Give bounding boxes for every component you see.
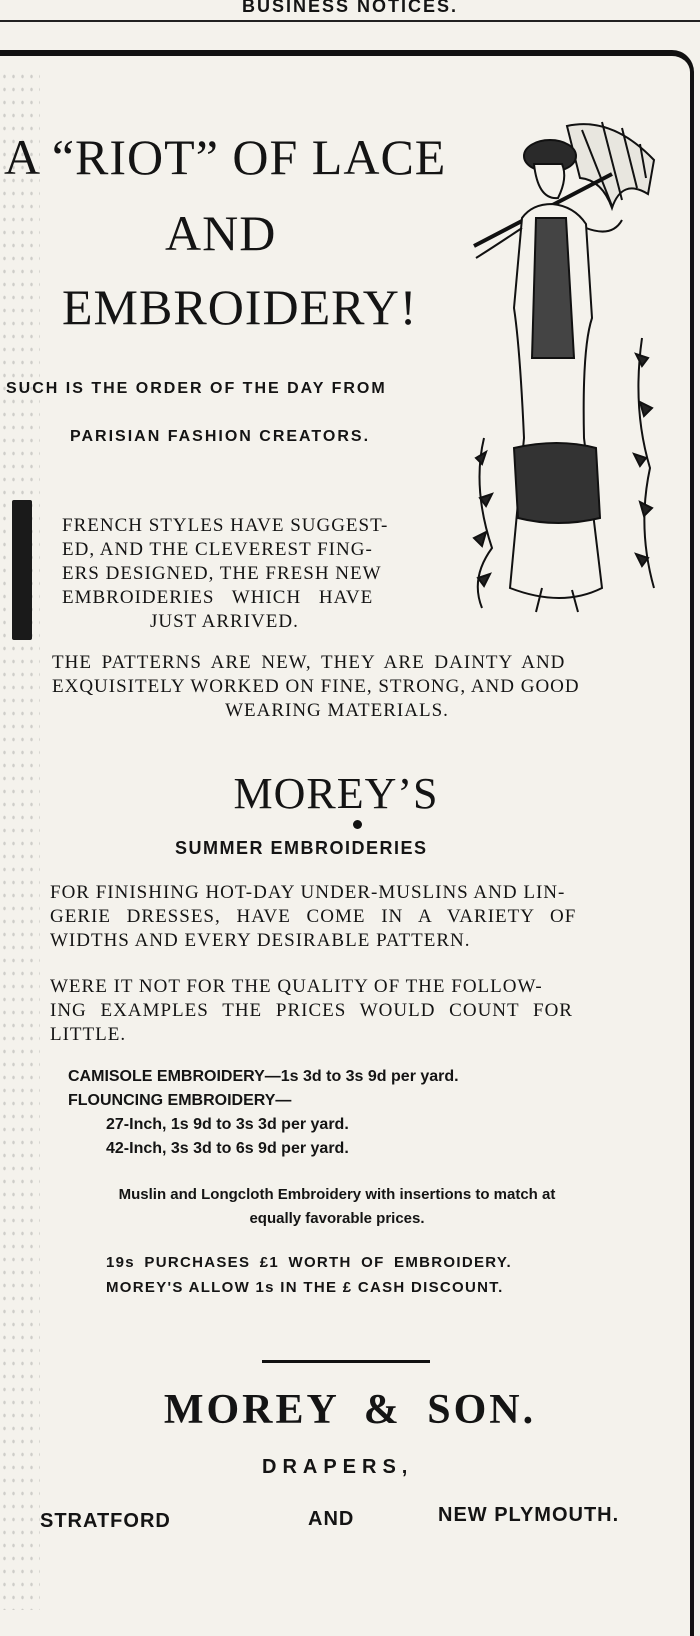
drop-cap-ornament: [12, 500, 32, 640]
paragraph-line: WEARING MATERIALS.: [225, 700, 449, 721]
muslin-note: [40, 1183, 634, 1231]
lady-with-parasol-illustration: [462, 108, 662, 628]
paragraph-line: LITTLE.: [50, 1024, 127, 1045]
footer-and: AND: [308, 1508, 355, 1530]
paragraph-line: FRENCH STYLES HAVE SUGGEST-: [62, 515, 389, 536]
paragraph-line: EMBROIDERIES WHICH HAVE: [62, 587, 374, 608]
company-trade: DRAPERS,: [262, 1456, 414, 1478]
divider-rule: [262, 1360, 430, 1363]
paragraph-line: WIDTHS AND EVERY DESIRABLE PATTERN.: [50, 930, 471, 951]
headline-line2: AND: [165, 205, 277, 261]
section-header-title: BUSINESS NOTICES.: [241, 0, 459, 16]
paragraph-french-styles: [62, 514, 402, 634]
brand-subtitle: SUMMER EMBROIDERIES: [175, 838, 428, 858]
bullet-dot: [353, 820, 362, 829]
brand-name: MOREY’S: [233, 769, 439, 818]
paragraph-line: ERS DESIGNED, THE FRESH NEW: [62, 563, 382, 584]
section-header: [0, 0, 700, 22]
paragraph-line: EXQUISITELY WORKED ON FINE, STRONG, AND GOOD: [52, 676, 580, 697]
intro-line1: SUCH IS THE ORDER OF THE DAY FROM: [6, 380, 387, 397]
muslin-line: equally favorable prices.: [249, 1210, 425, 1227]
muslin-line: Muslin and Longcloth Embroidery with insertions to match at: [118, 1186, 556, 1203]
paragraph-line: THE PATTERNS ARE NEW, THEY ARE DAINTY AND: [52, 652, 566, 673]
headline-line3: EMBROIDERY!: [62, 279, 418, 335]
paragraph-quality: [50, 975, 620, 1047]
paragraph-line: FOR FINISHING HOT-DAY UNDER-MUSLINS AND LIN-: [50, 882, 566, 903]
company-name: MOREY & SON.: [163, 1387, 537, 1433]
paragraph-line: ING EXAMPLES THE PRICES WOULD COUNT FOR: [50, 1000, 573, 1021]
headline-line1: A “RIOT” OF LACE: [4, 129, 447, 185]
discount-line: 19s PURCHASES £1 WORTH OF EMBROIDERY.: [106, 1254, 512, 1271]
price-42-inch: 42-Inch, 3s 3d to 6s 9d per yard.: [106, 1140, 349, 1157]
discount-note: [106, 1250, 512, 1300]
paragraph-finishing: [50, 881, 620, 953]
lady-figure-icon: [476, 140, 622, 612]
paragraph-line: ED, AND THE CLEVEREST FING-: [62, 539, 373, 560]
discount-line: MOREY'S ALLOW 1s IN THE £ CASH DISCOUNT.: [106, 1279, 504, 1296]
town-new-plymouth: NEW PLYMOUTH.: [438, 1504, 620, 1526]
paragraph-line: WERE IT NOT FOR THE QUALITY OF THE FOLLOW-: [50, 976, 543, 997]
town-stratford: STRATFORD: [40, 1510, 171, 1532]
price-27-inch: 27-Inch, 1s 9d to 3s 3d per yard.: [106, 1116, 349, 1133]
price-camisole: CAMISOLE EMBROIDERY—1s 3d to 3s 9d per yard.: [68, 1068, 459, 1085]
paragraph-line: GERIE DRESSES, HAVE COME IN A VARIETY OF: [50, 906, 577, 927]
paragraph-line: JUST ARRIVED.: [150, 611, 299, 632]
paragraph-patterns: [52, 651, 622, 723]
intro-line2: PARISIAN FASHION CREATORS.: [70, 428, 371, 445]
price-flouncing: FLOUNCING EMBROIDERY—: [68, 1092, 292, 1109]
print-specks: [0, 70, 40, 1610]
